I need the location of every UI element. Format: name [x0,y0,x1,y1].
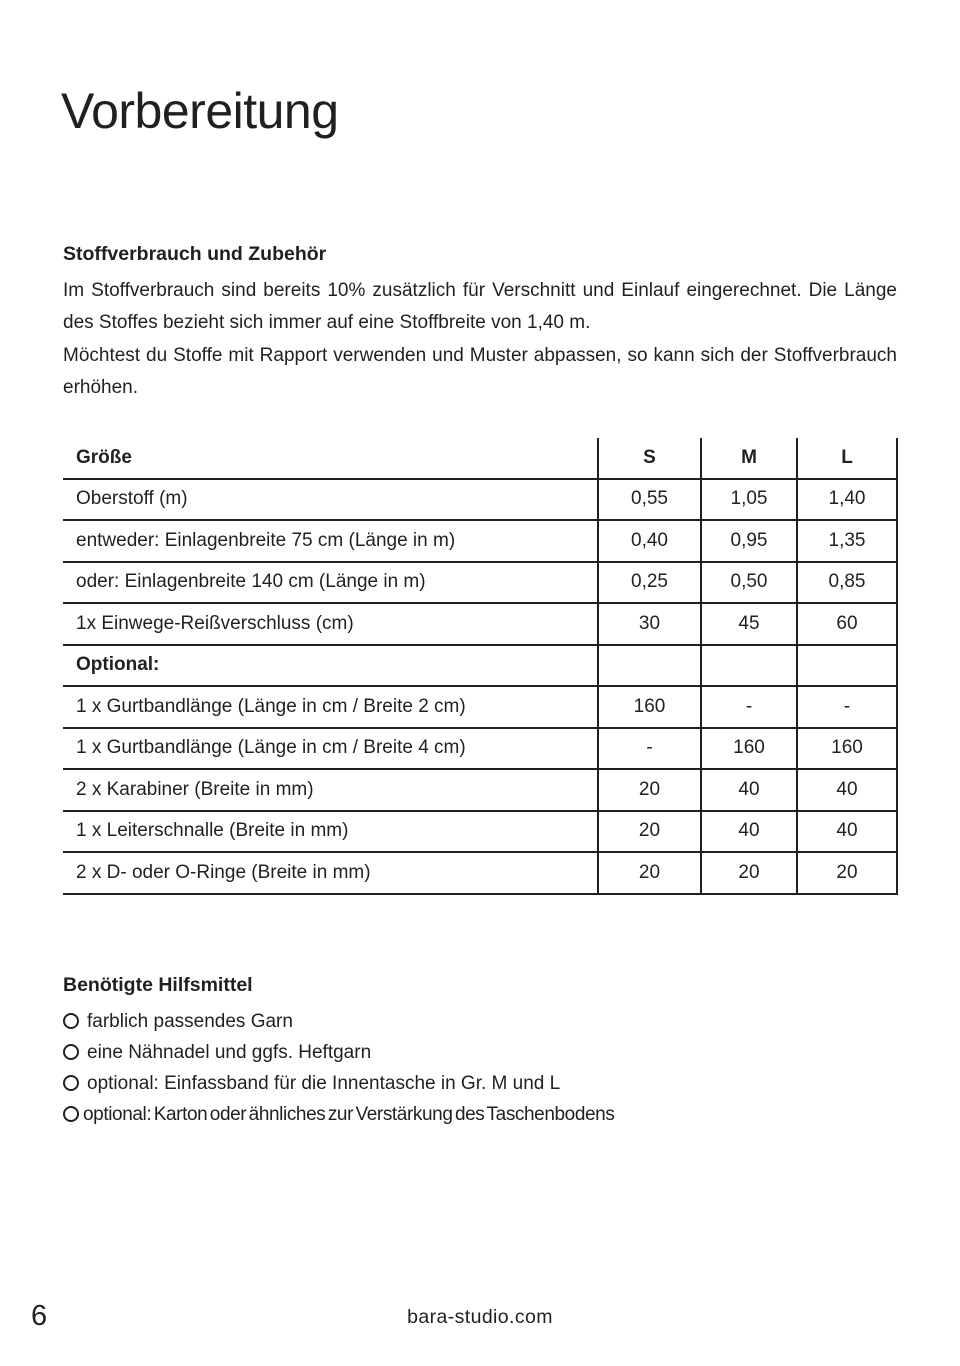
row-label: entweder: Einlagenbreite 75 cm (Länge in m) [63,520,598,562]
cell-l: 0,85 [797,562,897,604]
cell-l: - [797,686,897,728]
list-item [63,1006,897,1037]
table-header-size-s: S [598,438,701,479]
table-row [63,811,897,853]
circle-bullet-icon [63,1075,79,1091]
table-header-label: Größe [63,438,598,479]
list-item [63,1099,897,1130]
table-row [63,769,897,811]
row-label: Optional: [63,645,598,687]
cell-m: 0,95 [701,520,797,562]
materials-table [63,438,898,895]
page-title: Vorbereitung [61,82,339,139]
cell-s: - [598,728,701,770]
table-row [63,852,897,894]
list-item-text: eine Nähnadel und ggfs. Heftgarn [87,1042,372,1063]
row-label: oder: Einlagenbreite 140 cm (Länge in m) [63,562,598,604]
circle-bullet-icon [63,1044,79,1060]
cell-m: 1,05 [701,479,797,521]
cell-l: 1,40 [797,479,897,521]
cell-s: 20 [598,811,701,853]
cell-l: 20 [797,852,897,894]
section-fabric-usage [63,240,897,404]
fabric-paragraph-1: Im Stoffverbrauch sind bereits 10% zusätzlich für Verschnitt und Einlauf eingerechnet. Die Länge des Stoffes bezieht sich immer auf eine Stoffbreite von 1,40 m. [63,280,897,334]
cell-s: 20 [598,769,701,811]
cell-s [598,645,701,687]
table-row [63,562,897,604]
list-item [63,1068,897,1099]
cell-m: 20 [701,852,797,894]
table-row [63,728,897,770]
cell-s: 20 [598,852,701,894]
table-row [63,520,897,562]
row-label: 2 x D- oder O-Ringe (Breite in mm) [63,852,598,894]
cell-s: 0,25 [598,562,701,604]
row-label: 2 x Karabiner (Breite in mm) [63,769,598,811]
cell-l: 40 [797,811,897,853]
footer-website: bara-studio.com [407,1306,553,1328]
cell-s: 0,40 [598,520,701,562]
cell-m: 45 [701,603,797,645]
cell-m: 40 [701,769,797,811]
circle-bullet-icon [63,1106,79,1122]
table-header-size-l: L [797,438,897,479]
row-label: Oberstoff (m) [63,479,598,521]
section-required-tools [63,971,897,1130]
cell-l [797,645,897,687]
circle-bullet-icon [63,1013,79,1029]
cell-s: 160 [598,686,701,728]
tools-section-heading: Benötigte Hilfsmittel [63,974,253,996]
row-label: 1 x Gurtbandlänge (Länge in cm / Breite 2 cm) [63,686,598,728]
table-row [63,479,897,521]
table-header-row [63,438,897,479]
tools-list [63,1006,897,1130]
cell-l: 60 [797,603,897,645]
cell-m: 160 [701,728,797,770]
table-header-size-m: M [701,438,797,479]
page-number: 6 [31,1300,48,1332]
table-row-optional [63,645,897,687]
cell-l: 40 [797,769,897,811]
list-item [63,1037,897,1068]
list-item-text: farblich passendes Garn [87,1011,293,1032]
cell-l: 160 [797,728,897,770]
table-row [63,686,897,728]
fabric-section-heading: Stoffverbrauch und Zubehör [63,243,327,265]
cell-m: - [701,686,797,728]
row-label: 1 x Gurtbandlänge (Länge in cm / Breite 4 cm) [63,728,598,770]
list-item-text: optional: Einfassband für die Innentasche in Gr. M und L [87,1073,561,1094]
cell-l: 1,35 [797,520,897,562]
cell-m [701,645,797,687]
list-item-text: optional: Karton oder ähnliches zur Verstärkung des Taschenbodens [83,1104,615,1125]
cell-s: 30 [598,603,701,645]
fabric-paragraph-2: Möchtest du Stoffe mit Rapport verwenden und Muster abpassen, so kann sich der Stoffverbrauch erhöhen. [63,344,897,398]
cell-m: 0,50 [701,562,797,604]
table-row [63,603,897,645]
row-label: 1 x Leiterschnalle (Breite in mm) [63,811,598,853]
cell-s: 0,55 [598,479,701,521]
cell-m: 40 [701,811,797,853]
row-label: 1x Einwege-Reißverschluss (cm) [63,603,598,645]
